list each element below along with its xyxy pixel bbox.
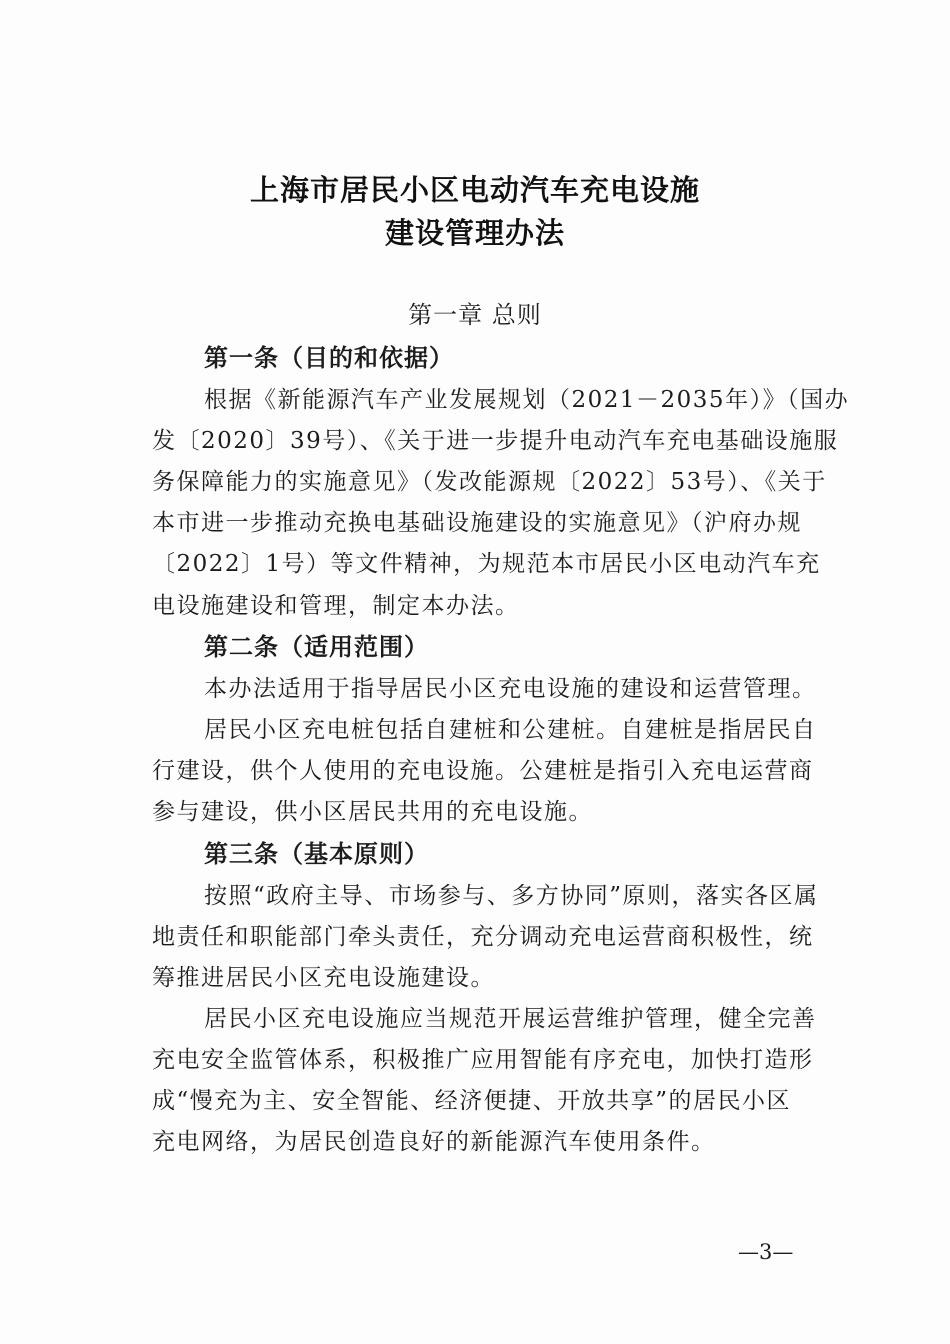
document-title-line-1: 上海市居民小区电动汽车充电设施 (249, 173, 700, 207)
article-3-line: 充电网络，为居民创造良好的新能源汽车使用条件。 (152, 1129, 716, 1155)
article-3-line: 居民小区充电设施应当规范开展运营维护管理，健全完善 (204, 1006, 817, 1032)
article-1-line: 发〔2020〕39号）、《关于进一步提升电动汽车充电基础设施服 (152, 428, 839, 454)
article-2-line: 居民小区充电桩包括自建桩和公建桩。自建桩是指居民自 (204, 717, 817, 743)
document-title-line-2: 建设管理办法 (384, 216, 565, 250)
article-1-line: 务保障能力的实施意见》（发改能源规〔2022〕53号）、《关于 (152, 469, 827, 495)
article-2-line: 参与建设，供小区居民共用的充电设施。 (152, 799, 593, 825)
article-2-line: 本办法适用于指导居民小区充电设施的建设和运营管理。 (204, 676, 817, 702)
article-2-line: 行建设，供个人使用的充电设施。公建桩是指引入充电运营商 (152, 758, 814, 784)
article-3-line: 按照“政府主导、市场参与、多方协同”原则，落实各区属 (204, 883, 819, 909)
article-1-heading: 第一条（目的和依据） (204, 344, 454, 372)
article-1-line: 根据《新能源汽车产业发展规划（2021－2035年）》（国办 (204, 387, 850, 413)
article-3-line: 地责任和职能部门牵头责任，充分调动充电运营商积极性，统 (152, 924, 814, 950)
article-3-line: 筹推进居民小区充电设施建设。 (152, 965, 495, 991)
article-1-line: 电设施建设和管理，制定本办法。 (152, 593, 520, 619)
chapter-heading: 第一章 总则 (408, 301, 542, 329)
page-number: —3— (738, 1240, 794, 1264)
article-1-line: 〔2022〕1号）等文件精神，为规范本市居民小区电动汽车充 (152, 551, 821, 577)
article-1-line: 本市进一步推动充换电基础设施建设的实施意见》（沪府办规 (152, 510, 802, 536)
article-3-line: 充电安全监管体系，积极推广应用智能有序充电，加快打造形 (152, 1047, 814, 1073)
article-3-line: 成“慢充为主、安全智能、经济便捷、开放共享”的居民小区 (152, 1088, 792, 1114)
article-2-heading: 第二条（适用范围） (204, 633, 429, 661)
article-3-heading: 第三条（基本原则） (204, 840, 429, 868)
